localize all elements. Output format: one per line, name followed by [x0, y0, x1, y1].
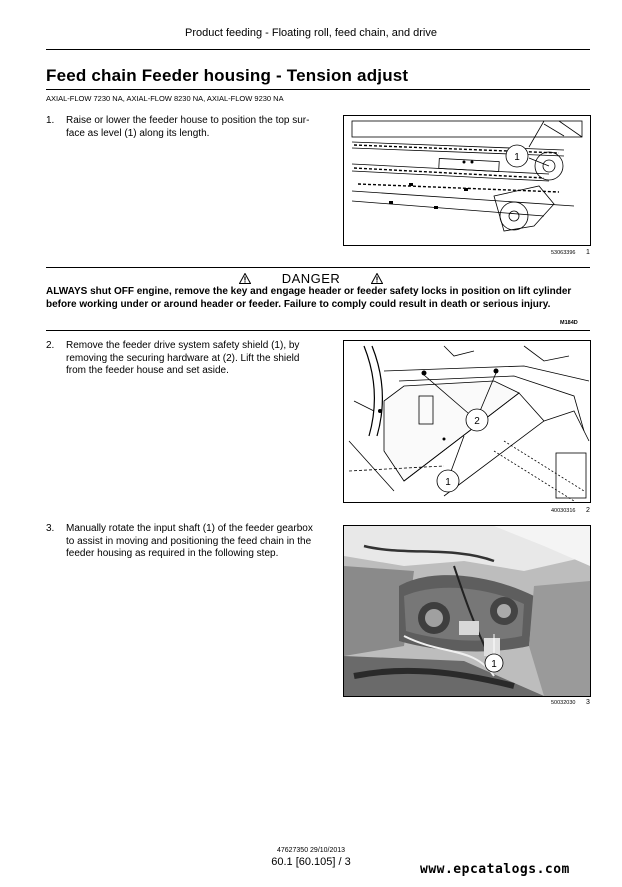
- figure-1-illustration: [343, 115, 591, 246]
- figure-id: 50032030: [551, 700, 576, 706]
- figure-number: 2: [586, 507, 590, 514]
- header-rule: [46, 49, 590, 50]
- step-number: 3.: [46, 523, 55, 534]
- danger-code: M184D: [560, 320, 578, 326]
- danger-text: ALWAYS shut OFF engine, remove the key and engage header or feeder safety locks in position on lift cylinder before working under or around header or feeder. Failure to comply could result in death or serious injury.: [46, 286, 572, 310]
- model-list: AXIAL-FLOW 7230 NA, AXIAL-FLOW 8230 NA, AXIAL-FLOW 9230 NA: [46, 94, 284, 103]
- figure-callout: 1: [514, 152, 520, 163]
- figure-callout: 2: [474, 416, 480, 427]
- step-number: 2.: [46, 340, 55, 351]
- danger-label: DANGER: [281, 271, 341, 286]
- figure-id: 40030316: [551, 508, 576, 514]
- figure-callout: 1: [445, 477, 451, 488]
- figure-2-illustration: [343, 340, 591, 503]
- step-text: Manually rotate the input shaft (1) of the feeder gearbox to assist in moving and positioning the feed chain in the feeder housing as required in the following step.: [66, 523, 313, 559]
- danger-heading: [0, 271, 622, 286]
- figure-callout: 1: [491, 659, 497, 670]
- step-text: Remove the feeder drive system safety shield (1), by removing the securing hardware at (2). Lift the shield from the feeder house and set aside.: [66, 340, 300, 376]
- step-text: Raise or lower the feeder house to position the top sur- face as level (1) along its length.: [66, 115, 310, 139]
- danger-bottom-rule: [46, 330, 590, 331]
- figure-id: 53063396: [551, 250, 576, 256]
- warning-triangle-icon: [239, 273, 251, 284]
- figure-number: 1: [586, 249, 590, 256]
- step-number: 1.: [46, 115, 55, 126]
- warning-triangle-icon: [371, 273, 383, 284]
- page-reference: 60.1 [60.105] / 3: [271, 856, 351, 868]
- running-header: Product feeding - Floating roll, feed chain, and drive: [185, 27, 437, 39]
- watermark-link[interactable]: www.epcatalogs.com: [420, 862, 570, 877]
- danger-top-rule: [46, 267, 590, 268]
- figure-number: 3: [586, 699, 590, 706]
- document-reference: 47627350 29/10/2013: [276, 847, 346, 854]
- title-rule: [46, 89, 590, 90]
- figure-3-photo: [343, 525, 591, 697]
- page-title: Feed chain Feeder housing - Tension adjust: [46, 66, 409, 85]
